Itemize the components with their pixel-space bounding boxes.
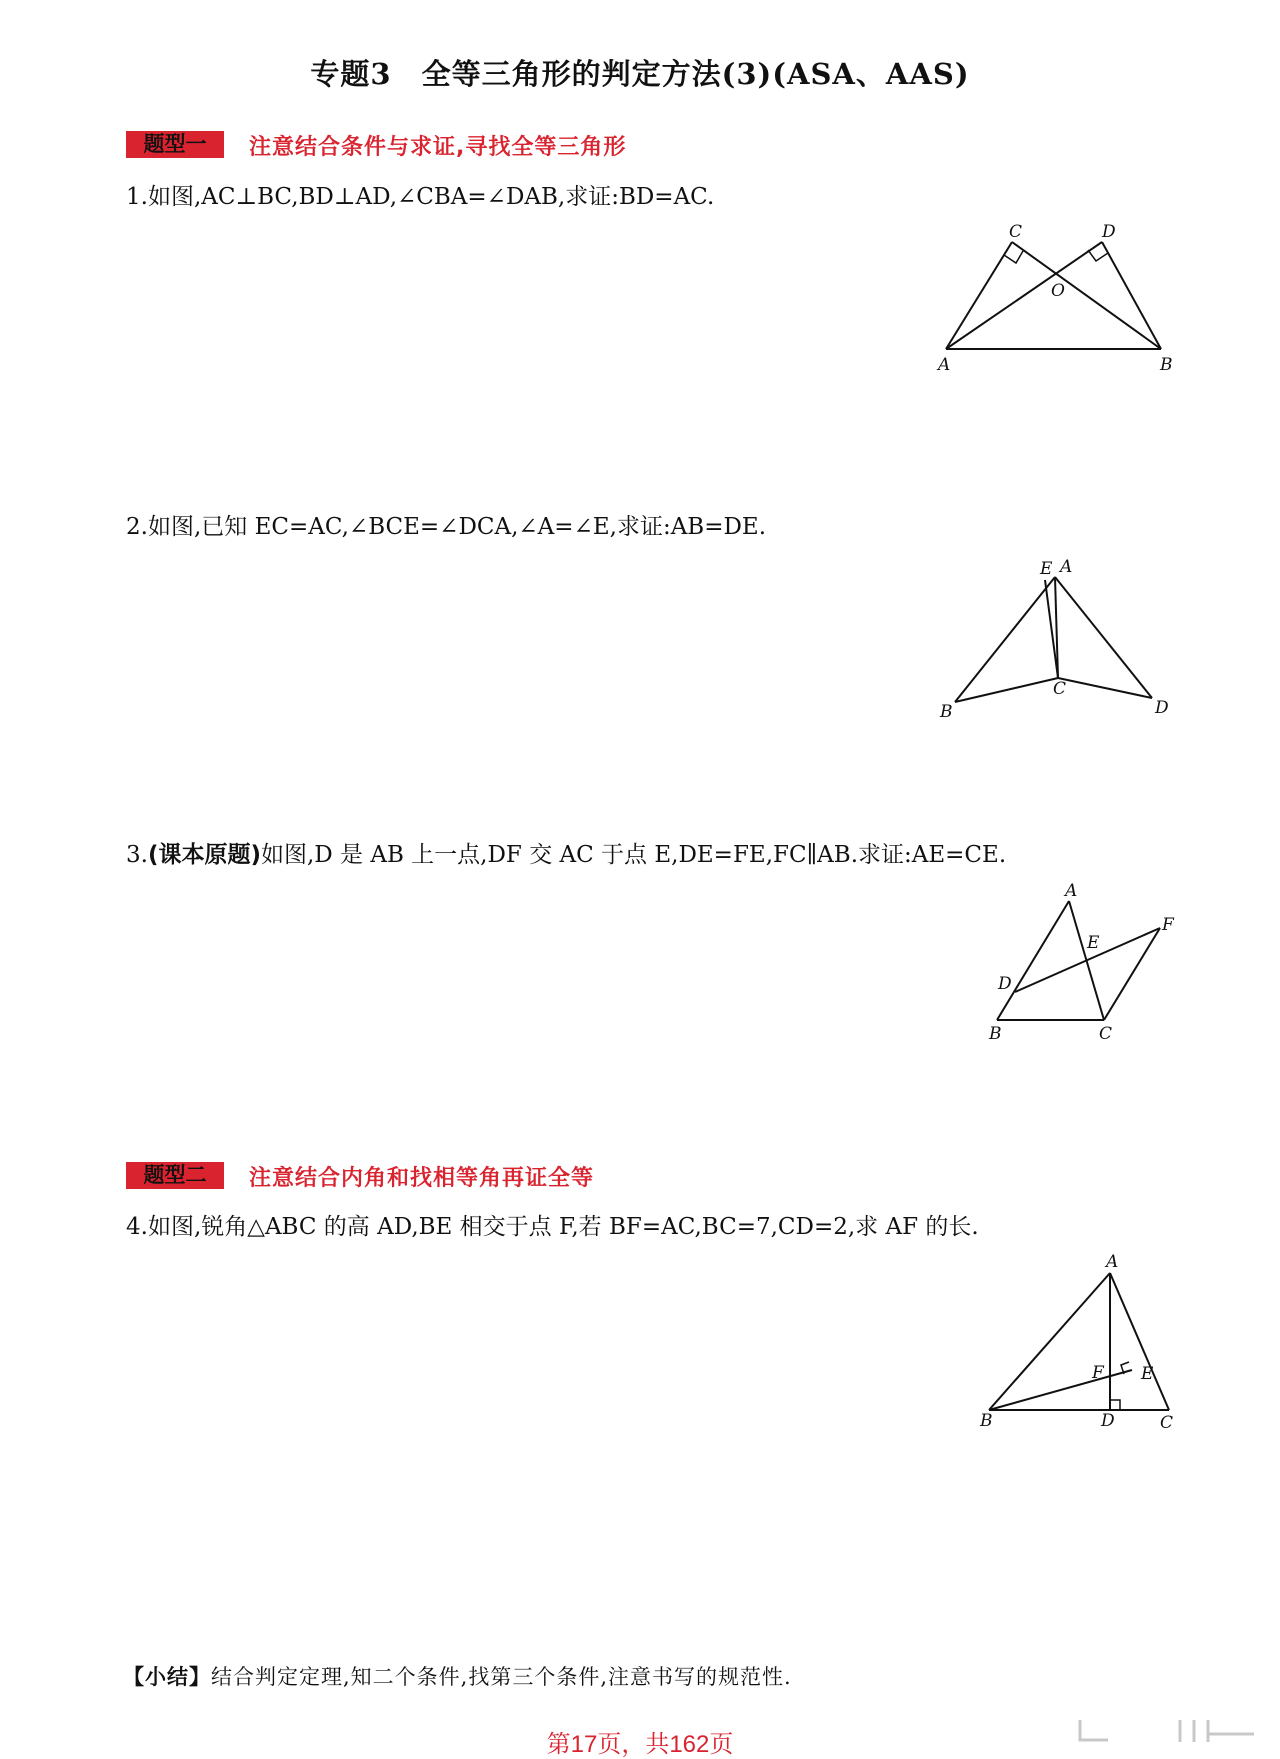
- question-3-tag: (课本原题): [147, 842, 261, 868]
- page-counter: 第17页，共162页: [546, 1731, 734, 1758]
- section-1-tag: 题型一: [126, 131, 224, 158]
- question-1-text: 1.如图,AC⊥BC,BD⊥AD,∠CBA=∠DAB,求证:BD=AC.: [126, 184, 715, 210]
- figure-4-label-d: D: [1101, 1411, 1115, 1431]
- question-3-body: 如图,D 是 AB 上一点,DF 交 AC 于点 E,DE=FE,FC∥AB.求证:AE=CE.: [260, 842, 1007, 868]
- figure-3-label-b: B: [989, 1024, 1002, 1044]
- figure-2-label-e: E: [1040, 559, 1053, 579]
- figure-1-segment-cb: [1012, 242, 1161, 349]
- figure-1-label-o: O: [1051, 281, 1065, 301]
- section-2-tag: 题型二: [126, 1162, 224, 1189]
- summary-tag: 【小结】: [123, 1665, 211, 1689]
- question-3-text: [126, 836, 1006, 869]
- figure-3-label-a: A: [1065, 881, 1078, 901]
- figure-4-segment-ab: [989, 1273, 1110, 1410]
- figure-3-segment-ab: [997, 901, 1069, 1020]
- figure-1-right-angle-c: [1004, 251, 1023, 263]
- figure-4-label-a: A: [1106, 1252, 1119, 1272]
- question-4-text: 4.如图,锐角△ABC 的高 AD,BE 相交于点 F,若 BF=AC,BC=7,CD=2,求 AF 的长.: [126, 1214, 979, 1240]
- figure-4-segment-ac: [1110, 1273, 1169, 1410]
- figure-4-label-b: B: [980, 1411, 993, 1431]
- figure-3: [980, 880, 1180, 1044]
- figure-2-label-c: C: [1053, 679, 1067, 699]
- figure-4-label-f: F: [1092, 1363, 1104, 1383]
- figure-2-segment-be: [955, 577, 1055, 702]
- summary: [123, 1661, 792, 1691]
- question-2-text: 2.如图,已知 EC=AC,∠BCE=∠DCA,∠A=∠E,求证:AB=DE.: [126, 514, 767, 540]
- figure-3-label-e: E: [1087, 933, 1100, 953]
- figure-2-label-b: B: [940, 702, 953, 722]
- figure-1-label-a: A: [938, 355, 951, 375]
- summary-text: 结合判定定理,知二个条件,找第三个条件,注意书写的规范性.: [211, 1665, 792, 1689]
- figure-3-segment-fc: [1104, 928, 1160, 1020]
- figure-1-segment-ad: [946, 242, 1102, 349]
- figure-4: [970, 1248, 1190, 1438]
- figure-2-label-a: A: [1060, 557, 1073, 577]
- question-3-number: 3.: [126, 842, 148, 868]
- figure-1-segment-db: [1102, 242, 1161, 349]
- figure-3-label-f: F: [1162, 915, 1174, 935]
- figure-1-label-c: C: [1009, 222, 1023, 242]
- figure-4-label-c: C: [1160, 1413, 1174, 1433]
- figure-1-right-angle-d: [1088, 250, 1108, 261]
- figure-1-segment-ac: [946, 242, 1012, 349]
- page-title: 专题3 全等三角形的判定方法(3)(ASA、AAS): [310, 57, 970, 91]
- figure-2-label-d: D: [1155, 698, 1169, 718]
- figure-3-label-d: D: [998, 974, 1012, 994]
- figure-1-label-b: B: [1160, 355, 1173, 375]
- section-1-description: 注意结合条件与求证,寻找全等三角形: [249, 135, 627, 160]
- figure-4-label-e: E: [1141, 1364, 1154, 1384]
- figure-4-right-angle-d: [1110, 1400, 1120, 1410]
- figure-3-label-c: C: [1099, 1024, 1113, 1044]
- section-2-description: 注意结合内角和找相等角再证全等: [249, 1166, 595, 1191]
- scan-edge-mark: [1068, 1712, 1258, 1752]
- figure-1: [920, 220, 1180, 380]
- figure-2: [930, 550, 1190, 720]
- figure-1-label-d: D: [1102, 222, 1116, 242]
